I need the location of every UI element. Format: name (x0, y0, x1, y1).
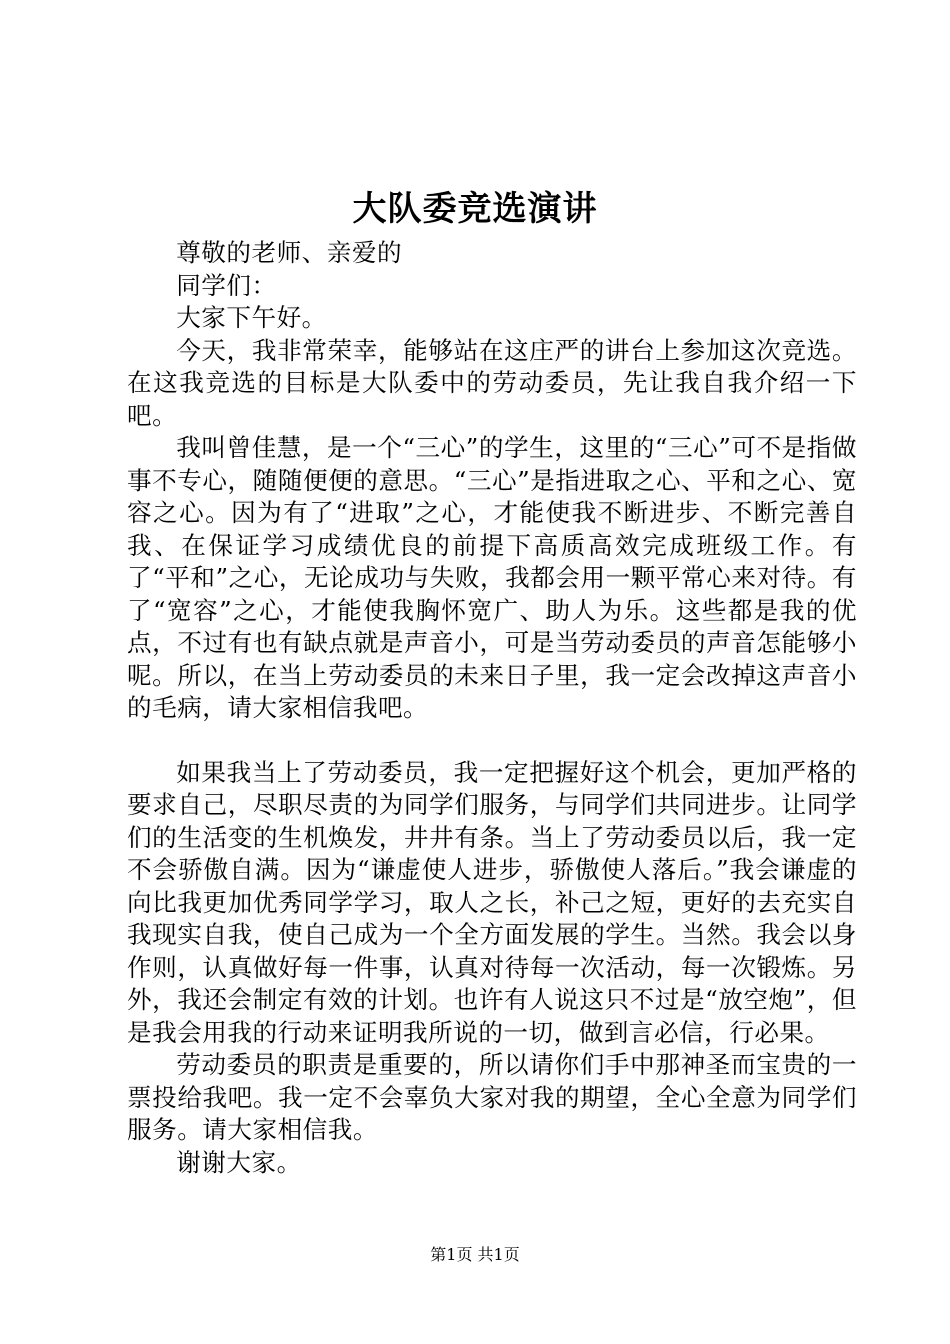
document-title: 大队委竞选演讲 (352, 189, 598, 229)
paragraph-intro: 今天，我非常荣幸，能够站在这庄严的讲台上参加这次竞选。在这我竞选的目标是大队委中的劳动委员，先让我自我介绍一下吧。 (127, 335, 857, 430)
page-footer: 第1页 共1页 (430, 1245, 520, 1264)
paragraph-salutation-2: 同学们： (176, 270, 277, 300)
paragraph-salutation-1: 尊敬的老师、亲爱的 (176, 238, 403, 267)
paragraph-self-description: 我叫曾佳慧，是一个“三心”的学生，这里的“三心”可不是指做事不专心，随随便便的意思。“三心”是指进取之心、平和之心、宽容之心。因为有了“进取”之心，才能使我不断进步、不断完善自我、在保证学习成绩优良的前提下高质高效完成班级工作。有了“平和”之心，无论成功与失败，我都会用一颗平常心来对待。有了“宽容”之心，才能使我胸怀宽广、助人为乐。这些都是我的优点，不过有也有缺点就是声音小，可是当劳动委员的声音怎能够小呢。所以，在当上劳动委员的未来日子里，我一定会改掉这声音小的毛病，请大家相信我吧。 (127, 433, 857, 722)
paragraph-greeting: 大家下午好。 (176, 303, 327, 332)
document-body (127, 237, 857, 1179)
paragraph-plans: 如果我当上了劳动委员，我一定把握好这个机会，更加严格的要求自己，尽职尽责的为同学们服务，与同学们共同进步。让同学们的生活变的生机焕发，井井有条。当上了劳动委员以后，我一定不会骄傲自满。因为“谦虚使人进步，骄傲使人落后。”我会谦虚的向比我更加优秀同学学习，取人之长，补己之短，更好的去充实自我现实自我，使自己成为一个全方面发展的学生。当然。我会以身作则，认真做好每一件事，认真对待每一次活动，每一次锻炼。另外，我还会制定有效的计划。也许有人说这只不过是“放空炮”，但是我会用我的行动来证明我所说的一切，做到言必信，行必果。 (127, 757, 857, 1047)
paragraph-appeal: 劳动委员的职责是重要的，所以请你们手中那神圣而宝贵的一票投给我吧。我一定不会辜负大家对我的期望，全心全意为同学们服务。请大家相信我。 (127, 1050, 857, 1144)
paragraph-thanks: 谢谢大家。 (176, 1147, 302, 1177)
